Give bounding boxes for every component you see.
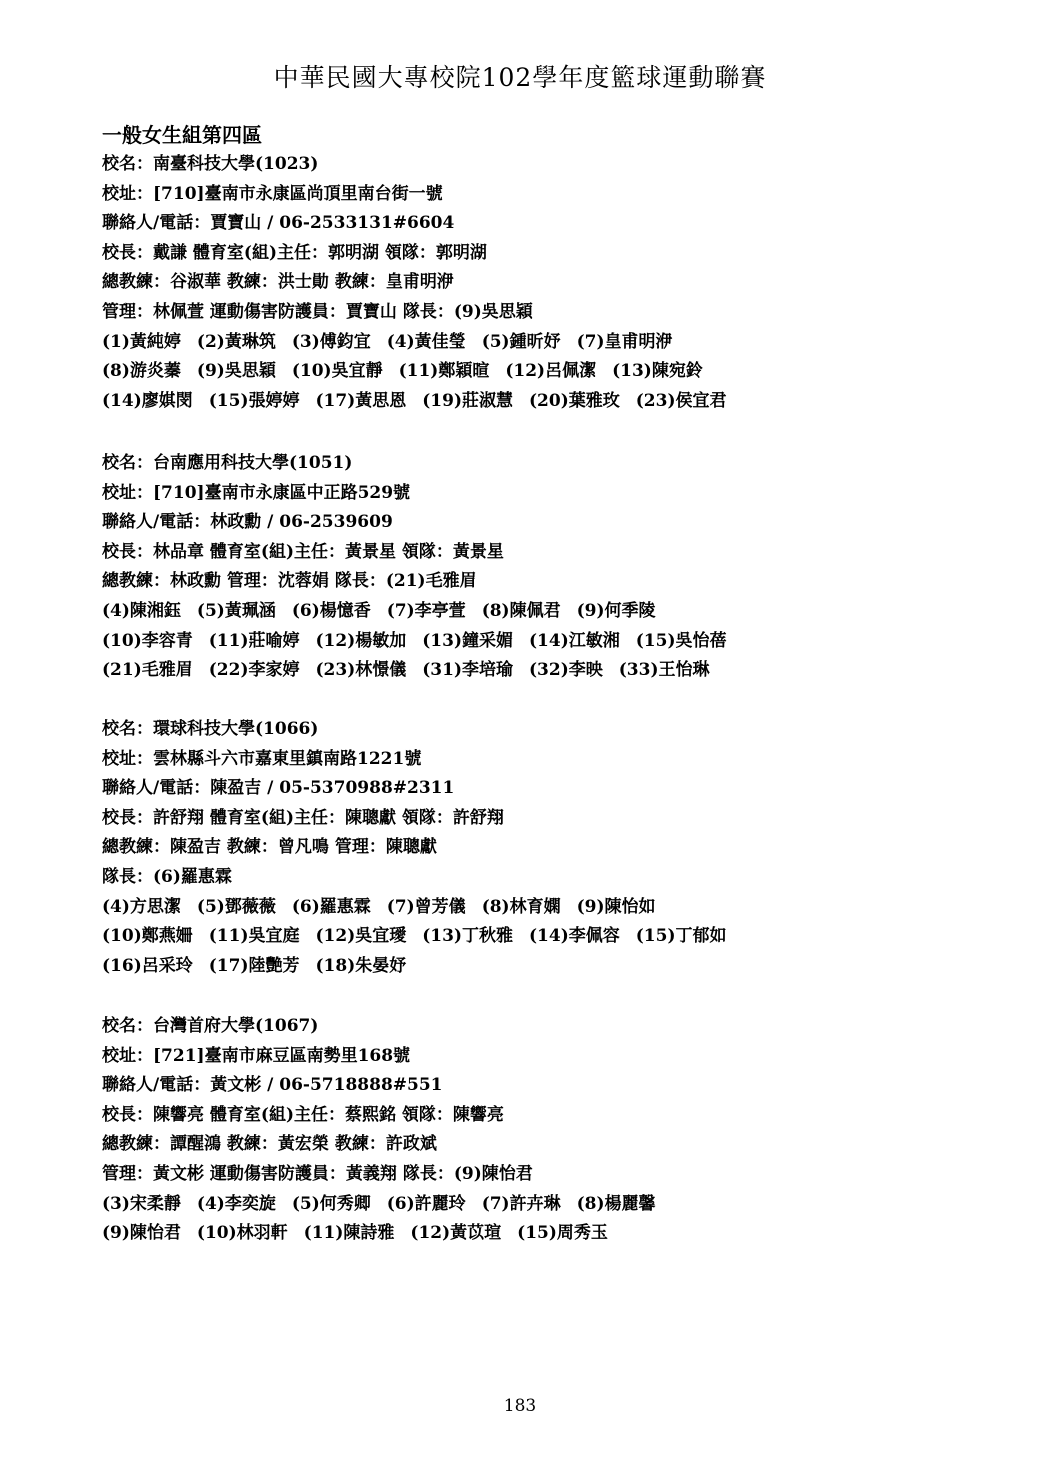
- player-entry: (22)李家婷: [208, 660, 300, 681]
- player-row: [102, 952, 952, 982]
- player-entry: (2)黃琳筑: [196, 331, 276, 352]
- school-address: 校址：[710]臺南市永康區尚頂里南台街一號: [102, 183, 443, 204]
- player-entry: (9)何季陵: [576, 600, 656, 621]
- player-entry: (10)李容青: [102, 630, 193, 651]
- staff-line: 校長：林品章 體育室(組)主任：黃景星 領隊：黃景星: [102, 541, 504, 562]
- school-block: [102, 150, 952, 416]
- staff-line: 總教練：譚醒鴻 教練：黃宏榮 教練：許政斌: [102, 1134, 437, 1155]
- player-entry: (8)楊麗馨: [576, 1193, 656, 1214]
- player-entry: (7)許卉琳: [481, 1193, 561, 1214]
- player-entry: (14)廖娸閔: [102, 390, 193, 411]
- staff-line: 總教練：陳盈吉 教練：曾凡鳴 管理：陳聰獻: [102, 837, 437, 858]
- player-row: [102, 328, 952, 358]
- player-entry: (13)丁秋雅: [422, 926, 513, 947]
- player-entry: (33)王怡琳: [618, 660, 710, 681]
- player-entry: (8)游炎蓁: [102, 361, 181, 382]
- player-row: [102, 922, 952, 952]
- player-entry: (8)林育嫻: [481, 896, 561, 917]
- player-entry: (7)皇甫明洢: [576, 331, 673, 352]
- group-heading: 一般女生組第四區: [102, 123, 262, 147]
- player-entry: (18)朱晏妤: [315, 955, 407, 976]
- staff-line: 校長：許舒翔 體育室(組)主任：陳聰獻 領隊：許舒翔: [102, 807, 504, 828]
- player-entry: (7)李亭萱: [386, 600, 466, 621]
- school-name: 校名：環球科技大學(1066): [102, 719, 319, 739]
- staff-line: 總教練：谷淑華 教練：洪士勛 教練：皇甫明洢: [102, 272, 454, 293]
- player-row: [102, 1219, 952, 1249]
- player-entry: (11)莊喻婷: [208, 630, 300, 651]
- player-entry: (5)鄧薇薇: [196, 896, 276, 917]
- player-entry: (6)羅惠霖: [291, 896, 371, 917]
- player-row: [102, 1190, 952, 1220]
- player-entry: (10)鄭燕姍: [102, 926, 193, 947]
- player-entry: (15)吳怡蓓: [635, 630, 727, 651]
- page-title: 中華民國大專校院102學年度籃球運動聯賽: [273, 63, 767, 92]
- player-entry: (10)林羽軒: [196, 1223, 288, 1244]
- player-entry: (8)陳佩君: [481, 600, 561, 621]
- player-entry: (12)吳宜璦: [315, 926, 407, 947]
- player-entry: (4)黃佳瑩: [386, 331, 466, 352]
- player-entry: (21)毛雅眉: [102, 660, 193, 681]
- player-entry: (3)傅鈞宜: [291, 331, 371, 352]
- player-entry: (11)鄭穎暄: [398, 361, 490, 382]
- staff-line: 校長：戴謙 體育室(組)主任：郭明湖 領隊：郭明湖: [102, 242, 487, 263]
- staff-line: 管理：林佩萱 運動傷害防護員：賈寶山 隊長：(9)吳思穎: [102, 301, 533, 322]
- player-entry: (32)李映: [529, 660, 603, 681]
- player-entry: (5)何秀卿: [291, 1193, 371, 1214]
- player-entry: (14)江敏湘: [529, 630, 620, 651]
- school-block: [102, 1012, 952, 1249]
- player-entry: (14)李佩容: [529, 926, 620, 947]
- school-name: 校名：台灣首府大學(1067): [102, 1016, 319, 1036]
- player-entry: (31)李培瑜: [422, 660, 513, 681]
- player-entry: (3)宋柔靜: [102, 1193, 181, 1214]
- player-entry: (6)楊憶香: [291, 600, 371, 621]
- player-entry: (19)莊淑慧: [422, 390, 513, 411]
- school-name: 校名：台南應用科技大學(1051): [102, 453, 353, 473]
- page-number: 183: [503, 1396, 537, 1416]
- staff-line: 校長：陳響亮 體育室(組)主任：蔡熙銘 領隊：陳響亮: [102, 1104, 504, 1125]
- school-address: 校址：[721]臺南市麻豆區南勢里168號: [102, 1045, 411, 1066]
- player-entry: (11)吳宜庭: [208, 926, 300, 947]
- player-entry: (6)許麗玲: [386, 1193, 466, 1214]
- player-entry: (17)陸艷芳: [208, 955, 300, 976]
- school-contact: 聯絡人/電話：陳盈吉 / 05-5370988#2311: [102, 778, 455, 799]
- player-entry: (5)鍾昕妤: [481, 331, 561, 352]
- school-block: [102, 715, 952, 981]
- player-row: [102, 893, 952, 923]
- player-entry: (5)黃珮涵: [196, 600, 276, 621]
- player-entry: (20)葉雅玫: [529, 390, 620, 411]
- player-entry: (9)吳思穎: [196, 361, 276, 382]
- player-entry: (23)林憬儀: [315, 660, 407, 681]
- school-address: 校址：雲林縣斗六市嘉東里鎮南路1221號: [102, 748, 422, 769]
- staff-line: 總教練：林政勳 管理：沈蓉娟 隊長：(21)毛雅眉: [102, 571, 477, 592]
- school-contact: 聯絡人/電話：黃文彬 / 06-5718888#551: [102, 1075, 443, 1096]
- player-entry: (4)方思潔: [102, 896, 181, 917]
- player-row: [102, 357, 952, 387]
- player-entry: (15)周秀玉: [517, 1223, 608, 1244]
- player-entry: (10)吳宜靜: [291, 361, 383, 382]
- player-entry: (13)鐘采媚: [422, 630, 513, 651]
- player-entry: (9)陳怡君: [102, 1223, 181, 1244]
- school-name: 校名：南臺科技大學(1023): [102, 154, 319, 174]
- player-entry: (16)呂采玲: [102, 955, 193, 976]
- school-contact: 聯絡人/電話：林政勳 / 06-2539609: [102, 512, 393, 533]
- player-entry: (11)陳詩雅: [303, 1223, 395, 1244]
- school-contact: 聯絡人/電話：賈寶山 / 06-2533131#6604: [102, 213, 455, 234]
- school-block: [102, 449, 952, 686]
- player-row: [102, 597, 952, 627]
- player-entry: (13)陳宛鈴: [612, 361, 703, 382]
- player-entry: (4)陳湘鈺: [102, 600, 181, 621]
- player-row: [102, 387, 952, 417]
- player-entry: (1)黃純婷: [102, 331, 181, 352]
- player-entry: (15)丁郁如: [635, 926, 727, 947]
- player-entry: (4)李奕旋: [196, 1193, 276, 1214]
- player-entry: (12)黃苡瑄: [410, 1223, 502, 1244]
- player-entry: (7)曾芳儀: [386, 896, 466, 917]
- player-entry: (9)陳怡如: [576, 896, 656, 917]
- player-entry: (23)侯宜君: [635, 390, 727, 411]
- player-row: [102, 656, 952, 686]
- player-row: [102, 627, 952, 657]
- school-address: 校址：[710]臺南市永康區中正路529號: [102, 482, 411, 503]
- player-entry: (15)張婷婷: [208, 390, 300, 411]
- player-entry: (17)黃思恩: [315, 390, 407, 411]
- player-entry: (12)楊敏加: [315, 630, 407, 651]
- staff-line: 管理：黃文彬 運動傷害防護員：黃義翔 隊長：(9)陳怡君: [102, 1163, 533, 1184]
- staff-line: 隊長：(6)羅惠霖: [102, 866, 232, 887]
- player-entry: (12)呂佩潔: [505, 361, 597, 382]
